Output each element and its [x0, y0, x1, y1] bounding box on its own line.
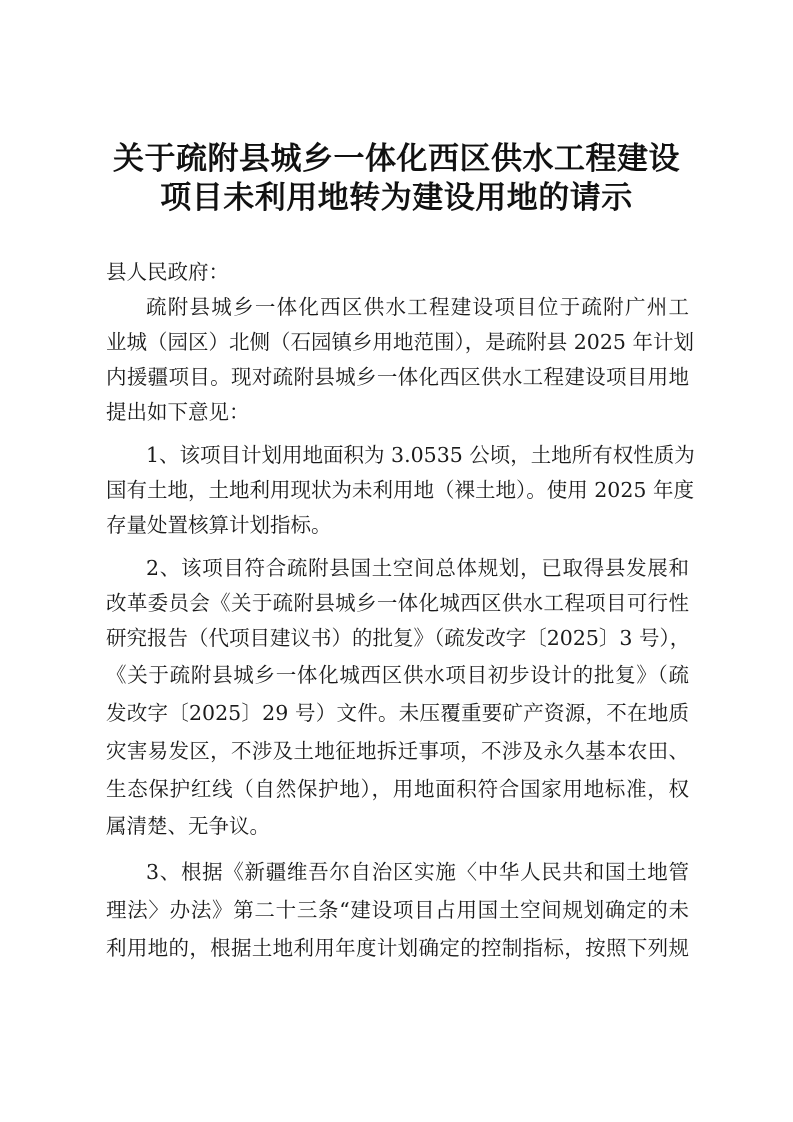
- body-line: 《关于疏附县城乡一体化城西区供水项目初步设计的批复》（疏: [106, 663, 689, 687]
- body-line: 发改字〔2025〕29 号）文件。未压覆重要矿产资源，不在地质: [106, 701, 689, 725]
- body-line: 灾害易发区，不涉及土地征地拆迁事项，不涉及永久基本农田、: [106, 739, 689, 763]
- salutation: 县人民政府：: [106, 260, 229, 284]
- body-line: 改革委员会《关于疏附县城乡一体化城西区供水工程项目可行性: [106, 591, 689, 615]
- body-line: 2、该项目符合疏附县国土空间总体规划，已取得县发展和: [146, 556, 689, 580]
- document-title-line-1: 关于疏附县城乡一体化西区供水工程建设: [113, 141, 680, 177]
- body-line: 业城（园区）北侧（石园镇乡用地范围），是疏附县 2025 年计划: [106, 330, 694, 354]
- body-line: 生态保护红线（自然保护地），用地面积符合国家用地标准，权: [106, 777, 689, 801]
- body-line: 1、该项目计划用地面积为 3.0535 公顷，土地所有权性质为: [146, 443, 695, 467]
- body-line: 属清楚、无争议。: [106, 814, 270, 838]
- body-line: 研究报告（代项目建议书）的批复》（疏发改字〔2025〕3 号），: [106, 626, 691, 650]
- body-line: 利用地的，根据土地利用年度计划确定的控制指标，按照下列规: [106, 936, 689, 960]
- body-line: 3、根据《新疆维吾尔自治区实施〈中华人民共和国土地管: [146, 860, 689, 884]
- body-line: 存量处置核算计划指标。: [106, 513, 332, 537]
- body-line: 疏附县城乡一体化西区供水工程建设项目位于疏附广州工: [146, 295, 689, 319]
- document-title-line-2: 项目未利用地转为建设用地的请示: [160, 180, 633, 216]
- body-line: 提出如下意见：: [106, 400, 250, 424]
- body-line: 国有土地，土地利用现状为未利用地（裸土地）。使用 2025 年度: [106, 478, 694, 502]
- body-line: 内援疆项目。现对疏附县城乡一体化西区供水工程建设项目用地: [106, 365, 689, 389]
- body-line: 理法〉办法》第二十三条“建设项目占用国土空间规划确定的未: [106, 898, 689, 922]
